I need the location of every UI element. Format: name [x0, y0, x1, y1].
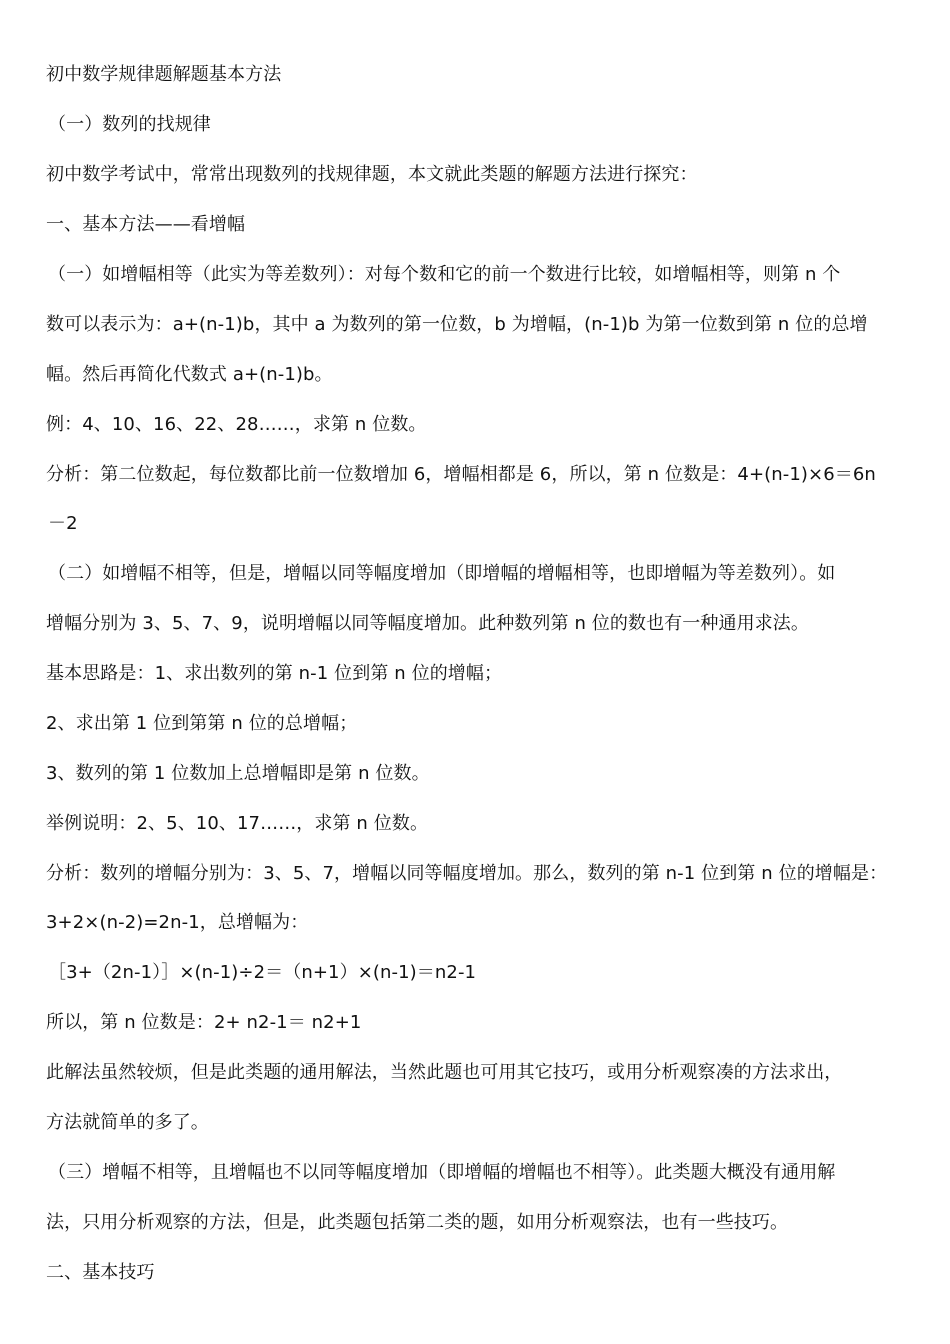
formula-line: ［3+（2n-1）］×(n-1)÷2＝（n+1）×(n-1)＝n2-1 [48, 962, 477, 983]
document-title: 初中数学规律题解题基本方法 [46, 64, 282, 85]
paragraph-line: （二）如增幅不相等，但是，增幅以同等幅度增加（即增幅的增幅相等，也即增幅为等差数列）。如 [48, 563, 836, 584]
step-line: 2、求出第 1 位到第第 n 位的总增幅； [46, 713, 358, 734]
formula-line: 所以，第 n 位数是：2+ n2-1＝ n2+1 [46, 1012, 362, 1033]
paragraph-line: 增幅分别为 3、5、7、9，说明增幅以同等幅度增加。此种数列第 n 位的数也有一种通用求法。 [46, 613, 809, 634]
example-line: 举例说明：2、5、10、17……，求第 n 位数。 [46, 813, 429, 834]
step-line: 3、数列的第 1 位数加上总增幅即是第 n 位数。 [46, 763, 430, 784]
analysis-line: 分析：数列的增幅分别为：3、5、7，增幅以同等幅度增加。那么，数列的第 n-1 位到第 n 位的增幅是： [46, 863, 888, 884]
paragraph-line: （一）如增幅相等（此实为等差数列）：对每个数和它的前一个数进行比较，如增幅相等，则第 n 个 [48, 264, 841, 285]
paragraph-line: 方法就简单的多了。 [46, 1112, 209, 1133]
paragraph-line: 幅。然后再简化代数式 a+(n-1)b。 [46, 364, 333, 385]
analysis-line: －2 [48, 513, 78, 534]
paragraph-line: （三）增幅不相等，且增幅也不以同等幅度增加（即增幅的增幅也不相等）。此类题大概没有通用解 [48, 1162, 836, 1183]
paragraph-line: 法，只用分析观察的方法，但是，此类题包括第二类的题，如用分析观察法，也有一些技巧。 [46, 1212, 789, 1233]
example-line: 例：4、10、16、22、28……，求第 n 位数。 [46, 414, 427, 435]
paragraph-line: 数可以表示为：a+(n-1)b，其中 a 为数列的第一位数，b 为增幅，(n-1)b 为第一位数到第 n 位的总增 [46, 314, 868, 335]
section-heading: 二、基本技巧 [46, 1262, 155, 1283]
paragraph-line: 此解法虽然较烦，但是此类题的通用解法，当然此题也可用其它技巧，或用分析观察凑的方法求出， [46, 1062, 843, 1083]
section-heading: 一、基本方法——看增幅 [46, 214, 246, 235]
paragraph-line: 初中数学考试中，常常出现数列的找规律题，本文就此类题的解题方法进行探究： [46, 164, 698, 185]
formula-line: 3+2×(n-2)=2n-1，总增幅为： [46, 912, 309, 933]
analysis-line: 分析：第二位数起，每位数都比前一位数增加 6，增幅相都是 6，所以，第 n 位数是：4+(n-1)×6＝6n [46, 464, 876, 485]
section-heading: （一）数列的找规律 [48, 114, 211, 135]
step-line: 基本思路是：1、求出数列的第 n-1 位到第 n 位的增幅； [46, 663, 503, 684]
